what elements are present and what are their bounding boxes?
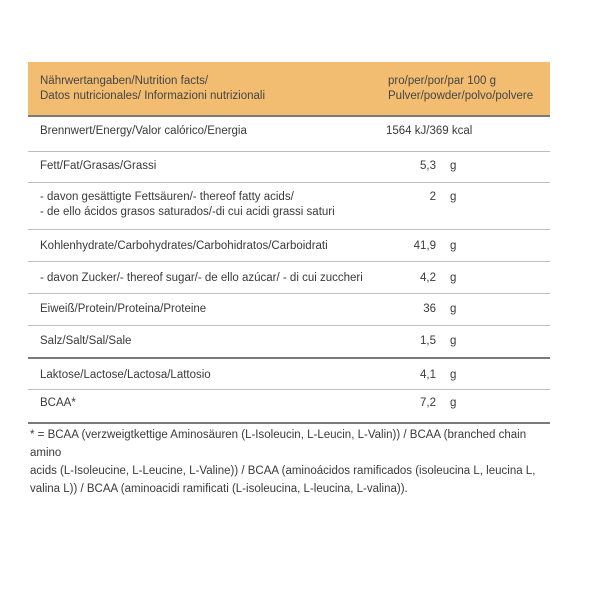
row-unit: g xyxy=(450,303,457,315)
header-basis xyxy=(388,74,538,104)
row-value: 41,9 xyxy=(413,240,436,252)
footnote-line1: * = BCAA (verzweigtkettige Aminosäuren (L-Isoleucin, L-Leucin, L-Valin)) / BCAA (branched chain amino xyxy=(30,429,527,459)
table-row xyxy=(28,359,550,390)
row-label: Kohlenhydrate/Carbohydrates/Carbohidratos/Carboidrati xyxy=(40,240,328,252)
header-basis-line1: pro/per/por/par 100 g xyxy=(388,74,497,87)
row-value: 1564 kJ/369 kcal xyxy=(386,125,473,137)
nutrition-table xyxy=(28,62,550,424)
header-title xyxy=(40,74,265,104)
row-label: - davon Zucker/- thereof sugar/- de ello azúcar/ - di cui zuccheri xyxy=(40,272,363,284)
row-label: BCAA* xyxy=(40,397,76,409)
table-row xyxy=(28,294,550,326)
row-label-line2: - de ello ácidos grasos saturados/-di cui acidi grassi saturi xyxy=(40,206,335,218)
header-basis-line2: Pulver/powder/polvo/polvere xyxy=(388,89,534,102)
table-row xyxy=(28,262,550,294)
table-row-energy xyxy=(28,117,550,152)
row-value: 7,2 xyxy=(420,397,436,409)
row-label: Laktose/Lactose/Lactosa/Lattosio xyxy=(40,369,211,381)
row-label: Fett/Fat/Grasas/Grassi xyxy=(40,160,157,172)
table-row xyxy=(28,152,550,183)
footnote-line3: valina L)) / BCAA (aminoacidi ramificati (L-isoleucina, L-leucina, L-valina)). xyxy=(30,483,408,495)
row-label: Salz/Salt/Sal/Sale xyxy=(40,335,132,347)
row-label: Brennwert/Energy/Valor calórico/Energia xyxy=(40,125,247,137)
row-unit: g xyxy=(450,160,457,172)
table-row xyxy=(28,183,550,230)
row-unit: g xyxy=(450,191,457,203)
row-value: 4,1 xyxy=(420,369,436,381)
table-row xyxy=(28,230,550,262)
row-label: Eiweiß/Protein/Proteina/Proteine xyxy=(40,303,207,315)
header-title-line1: Nährwertangaben/Nutrition facts/ xyxy=(40,74,209,87)
row-value: 1,5 xyxy=(420,335,436,347)
row-value: 5,3 xyxy=(420,160,436,172)
row-label: - davon gesättigte Fettsäuren/- thereof fatty acids/ xyxy=(40,191,294,203)
row-value: 2 xyxy=(429,191,436,203)
footnote-line2: acids (L-Isoleucine, L-Leucine, L-Valine)) / BCAA (aminoácidos ramificados (isoleucina L, leucina L, xyxy=(30,465,536,477)
row-unit: g xyxy=(450,397,457,409)
row-value: 36 xyxy=(423,303,436,315)
row-unit: g xyxy=(450,335,457,347)
table-header xyxy=(28,62,550,117)
row-unit: g xyxy=(450,240,457,252)
row-unit: g xyxy=(450,369,457,381)
table-row xyxy=(28,390,550,424)
row-unit: g xyxy=(450,272,457,284)
header-title-line2: Datos nutricionales/ Informazioni nutrizionali xyxy=(40,89,265,102)
table-row xyxy=(28,326,550,359)
row-value: 4,2 xyxy=(420,272,436,284)
footnote xyxy=(30,426,560,498)
